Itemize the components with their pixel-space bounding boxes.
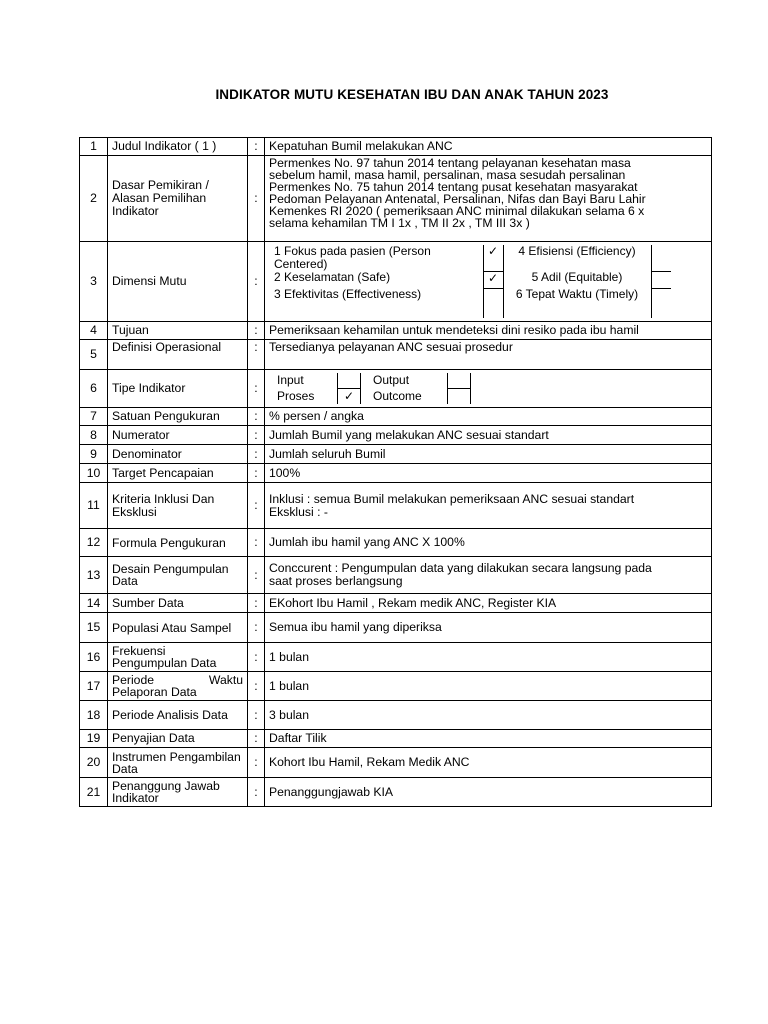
row-number: 20 [80,748,108,778]
row-number: 16 [80,643,108,672]
table-row [80,483,712,529]
table-row [80,643,712,672]
row-number: 15 [80,613,108,643]
value-line: Permenkes No. 97 tahun 2014 tentang pelayanan kesehatan masa [269,156,631,170]
tipe-proses-label: Proses [265,389,338,405]
row-number: 3 [80,242,108,322]
value-line: Conccurent : Pengumpulan data yang dilakukan secara langsung pada [269,561,652,575]
row-value: Tersedianya pelayanan ANC sesuai prosedur [265,340,712,370]
value-line: sebelum hamil, masa hamil, persalinan, masa sesudah persalinan [269,168,626,182]
row-number: 14 [80,594,108,613]
row-label: Sumber Data [108,594,248,613]
value-line: saat proses berlangsung [269,574,403,588]
dimensi-checkbox[interactable] [651,245,671,271]
table-row [80,370,712,408]
dimensi-item: 4 Efisiensi (Efficiency) [518,245,636,258]
value-line: Kemenkes RI 2020 ( pemeriksaan ANC minimal dilakukan selama 6 x [269,204,645,218]
row-label: Satuan Pengukuran [108,408,248,426]
table-row [80,426,712,445]
row-value: Kepatuhan Bumil melakukan ANC [265,138,712,156]
row-label: Kriteria Inklusi Dan Eksklusi [108,483,248,529]
row-colon: : [248,322,265,340]
row-number: 8 [80,426,108,445]
row-value: Jumlah Bumil yang melakukan ANC sesuai standart [265,426,712,445]
row-number: 4 [80,322,108,340]
tipe-outcome-checkbox[interactable] [448,389,471,405]
dimensi-item: 5 Adil (Equitable) [531,271,623,284]
row-colon: : [248,730,265,748]
row-label: Periode Waktu Pelaporan Data [108,672,248,701]
indicator-table [79,137,712,807]
row-label: Tipe Indikator [108,370,248,408]
tipe-indikator-grid [265,373,471,404]
dimensi-item: 3 Efektivitas (Effectiveness) [274,288,422,301]
row-label: Frekuensi Pengumpulan Data [108,643,248,672]
row-colon: : [248,557,265,594]
row-colon: : [248,529,265,557]
row-value-multiline [265,483,712,529]
tipe-output-label: Output [361,373,448,389]
row-colon: : [248,408,265,426]
row-number: 10 [80,464,108,483]
table-row [80,445,712,464]
row-colon: : [248,138,265,156]
table-row [80,242,712,322]
table-row [80,613,712,643]
row-number: 2 [80,156,108,242]
dimensi-checkbox[interactable]: ✓ [483,245,503,271]
row-value: 100% [265,464,712,483]
row-number: 5 [80,340,108,370]
table-row [80,464,712,483]
table-row [80,748,712,778]
tipe-outcome-label: Outcome [361,389,448,405]
row-value-multiline [265,156,712,242]
tipe-indikator-cell [265,370,712,408]
table-row [80,594,712,613]
value-line: selama kehamilan TM I 1x , TM II 2x , TM III 3x ) [269,216,530,230]
row-value: 3 bulan [265,701,712,730]
dimensi-checkbox[interactable]: ✓ [483,271,503,288]
table-row [80,672,712,701]
table-row [80,557,712,594]
table-row [80,730,712,748]
row-label: Definisi Operasional [108,340,248,370]
row-value: Semua ibu hamil yang diperiksa [265,613,712,643]
row-value: 1 bulan [265,643,712,672]
table-row [80,138,712,156]
row-value: % persen / angka [265,408,712,426]
dimensi-checkbox[interactable] [651,288,671,318]
dimensi-checkbox[interactable] [483,288,503,318]
row-number: 1 [80,138,108,156]
row-value: 1 bulan [265,672,712,701]
row-colon: : [248,594,265,613]
document-title: INDIKATOR MUTU KESEHATAN IBU DAN ANAK TAHUN 2023 [215,87,609,102]
table-row [80,156,712,242]
row-number: 13 [80,557,108,594]
row-label: Desain Pengumpulan Data [108,557,248,594]
row-value-multiline [265,557,712,594]
value-line: Inklusi : semua Bumil melakukan pemeriksaan ANC sesuai standart [269,491,635,506]
row-number: 6 [80,370,108,408]
row-colon: : [248,445,265,464]
row-value: Jumlah seluruh Bumil [265,445,712,464]
row-number: 18 [80,701,108,730]
tipe-proses-checkbox[interactable]: ✓ [338,389,361,405]
row-number: 19 [80,730,108,748]
row-label: Target Pencapaian [108,464,248,483]
row-number: 9 [80,445,108,464]
row-label: Penanggung Jawab Indikator [108,778,248,807]
row-label: Penyajian Data [108,730,248,748]
row-colon: : [248,426,265,445]
tipe-input-label: Input [265,373,338,389]
row-value: Kohort Ibu Hamil, Rekam Medik ANC [265,748,712,778]
dimensi-checkbox[interactable] [651,271,671,288]
value-line: Pedoman Pelayanan Antenatal, Persalinan, Nifas dan Bayi Baru Lahir [269,192,646,206]
value-line: Eksklusi : - [269,504,328,519]
row-value: Penanggungjawab KIA [265,778,712,807]
row-number: 7 [80,408,108,426]
row-label: Numerator [108,426,248,445]
row-label: Populasi Atau Sampel [108,613,248,643]
value-line: Permenkes No. 75 tahun 2014 tentang pusat kesehatan masyarakat [269,180,638,194]
row-colon: : [248,483,265,529]
table-row [80,408,712,426]
dimensi-item: 1 Fokus pada pasien (Person Centered) [274,245,431,271]
row-label: Tujuan [108,322,248,340]
table-row [80,322,712,340]
dimensi-item: 2 Keselamatan (Safe) [274,271,391,284]
row-label: Dasar Pemikiran / Alasan Pemilihan Indikator [108,156,248,242]
row-label: Dimensi Mutu [108,242,248,322]
row-colon: : [248,242,265,322]
row-value: Daftar Tilik [265,730,712,748]
row-colon: : [248,778,265,807]
row-colon: : [248,464,265,483]
row-value: Jumlah ibu hamil yang ANC X 100% [265,529,712,557]
row-label: Instrumen Pengambilan Data [108,748,248,778]
row-colon: : [248,672,265,701]
dimensi-mutu-grid [265,245,711,318]
row-label: Judul Indikator ( 1 ) [108,138,248,156]
row-colon: : [248,370,265,408]
row-label: Formula Pengukuran [108,529,248,557]
row-number: 11 [80,483,108,529]
table-row [80,529,712,557]
row-number: 12 [80,529,108,557]
dimensi-mutu-cell [265,242,712,322]
table-row [80,778,712,807]
row-label: Denominator [108,445,248,464]
dimensi-item: 6 Tepat Waktu (Timely) [515,288,639,301]
table-row [80,340,712,370]
row-number: 17 [80,672,108,701]
row-colon: : [248,748,265,778]
row-colon: : [248,701,265,730]
row-value: Pemeriksaan kehamilan untuk mendeteksi dini resiko pada ibu hamil [265,322,712,340]
row-number: 21 [80,778,108,807]
row-value: EKohort Ibu Hamil , Rekam medik ANC, Register KIA [265,594,712,613]
tipe-input-checkbox[interactable] [338,373,361,389]
row-colon: : [248,156,265,242]
row-colon: : [248,613,265,643]
tipe-output-checkbox[interactable] [448,373,471,389]
table-row [80,701,712,730]
row-colon: : [248,340,265,370]
row-colon: : [248,643,265,672]
row-label: Periode Analisis Data [108,701,248,730]
